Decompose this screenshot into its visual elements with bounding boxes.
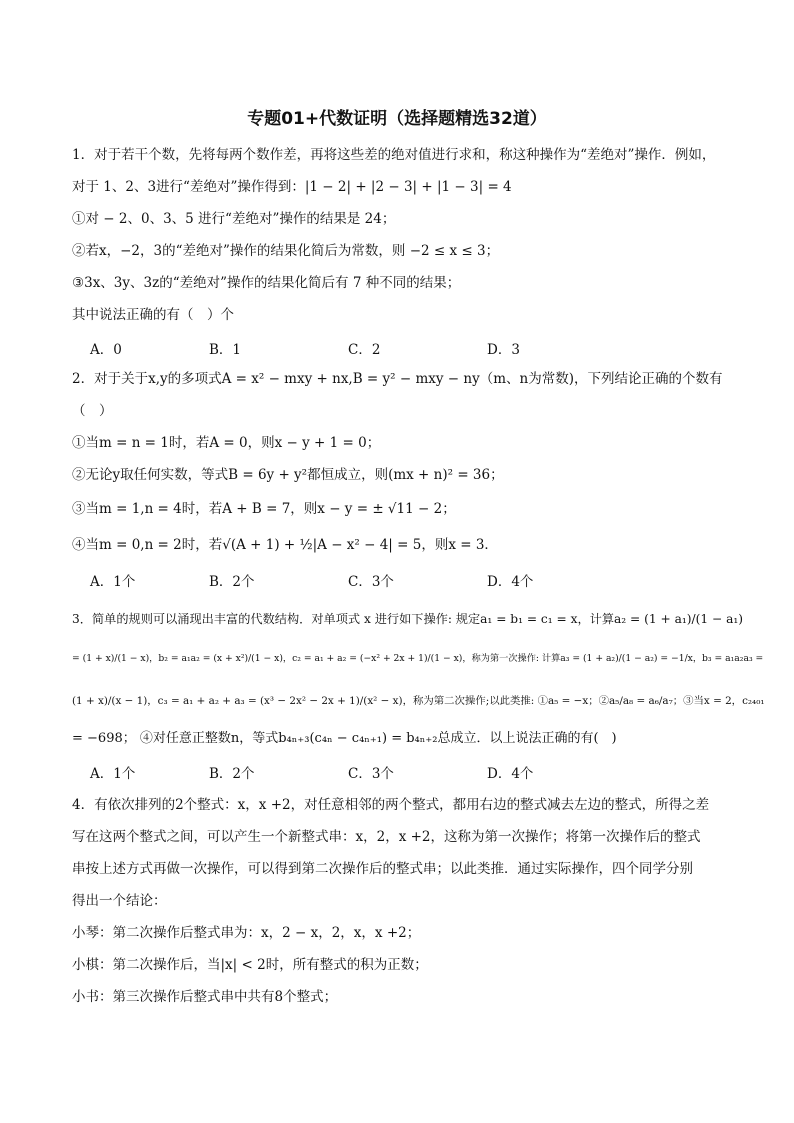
q1-line-3: ①对 − 2、0、3、5 进行“差绝对”操作的结果是 24； [72,211,396,227]
q2-line-2: （ ） [72,403,113,419]
q1-line-1: 1．对于若干个数，先将每两个数作差，再将这些差的绝对值进行求和，称这种操作为“差绝对”操作．例如， [72,147,716,163]
q3-option-a: A．1个 [90,766,136,782]
q2-option-d: D．4个 [487,574,534,590]
q2-line-1: 2．对于关于x,y的多项式A = x² − mxy + nx,B = y² − mxy − ny（m、n为常数)，下列结论正确的个数有 [72,371,723,387]
q4-line-5: 小琴：第二次操作后整式串为：x，2 − x，2，x，x +2； [72,925,421,941]
q1-line-2: 对于 1、2、3进行“差绝对”操作得到：|1 − 2| + |2 − 3| + |1 − 3| = 4 [72,179,512,195]
q4-line-4: 得出一个结论： [72,893,167,909]
q1-option-d: D．3 [487,342,520,358]
q2-option-c: C．3个 [348,574,394,590]
q1-option-c: C．2 [348,342,381,358]
q3-line-1: 3．简单的规则可以涌现出丰富的代数结构．对单项式 x 进行如下操作: 规定a₁ = b₁ = c₁ = x，计算a₂ = (1 + a₁)/(1 − a₁) [72,612,744,626]
q2-line-5: ③当m = 1,n = 4时，若A + B = 7，则x − y = ± √11 − 2； [72,501,456,517]
q3-option-d: D．4个 [487,766,534,782]
q1-line-5: ③3x、3y、3z的“差绝对”操作的结果化简后有 7 种不同的结果； [72,275,461,291]
q4-line-3: 串按上述方式再做一次操作，可以得到第二次操作后的整式串；以此类推．通过实际操作，四个同学分别 [72,861,693,877]
q3-line-3: (1 + x)/(x − 1)，c₃ = a₁ + a₂ + a₃ = (x³ − 2x² − 2x + 1)/(x² − x)，称为第二次操作;以此类推: ①a₅ = −x；②a₅/a₈ = a₆/a₇；③当x = 2，c₂₄₀₁ [72,695,765,707]
q3-line-2: = (1 + x)/(1 − x)，b₂ = a₁a₂ = (x + x²)/(1 − x)，c₂ = a₁ + a₂ = (−x² + 2x + 1)/(1 − x)，称为第一次操作: 计算a₃ = (1 + a₂)/(1 − a₂) = −1/x，b₃ = a₁a₂a₃ = [72,653,764,664]
q1-line-4: ②若x，−2，3的“差绝对”操作的结果化简后为常数，则 −2 ≤ x ≤ 3； [72,243,500,259]
q4-line-2: 写在这两个整式之间，可以产生一个新整式串：x，2，x +2，这称为第一次操作；将第一次操作后的整式 [72,829,701,845]
q1-option-a: A．0 [90,342,122,358]
q3-option-b: B．2个 [209,766,255,782]
q1-option-b: B．1 [209,342,242,358]
q4-line-6: 小棋：第二次操作后，当|x| < 2时，所有整式的积为正数； [72,957,428,973]
q1-line-6: 其中说法正确的有（ ）个 [72,307,234,323]
q2-option-a: A．1个 [90,574,136,590]
q2-option-b: B．2个 [209,574,255,590]
q2-line-3: ①当m = n = 1时，若A = 0，则x − y + 1 = 0； [72,435,381,451]
q3-line-4: = −698； ④对任意正整数n，等式b₄ₙ₊₃(c₄ₙ − c₄ₙ₊₁) = b₄ₙ₊₂总成立．以上说法正确的有( ) [72,731,617,746]
q3-option-c: C．3个 [348,766,394,782]
q4-line-1: 4．有依次排列的2个整式：x，x +2，对任意相邻的两个整式，都用右边的整式减去左边的整式，所得之差 [72,797,710,813]
q4-line-7: 小书：第三次操作后整式串中共有8个整式； [72,989,338,1005]
page-title: 专题01+代数证明（选择题精选32道） [247,109,547,129]
q2-line-4: ②无论y取任何实数，等式B = 6y + y²都恒成立，则(mx + n)² = 36； [72,467,504,483]
q2-line-6: ④当m = 0,n = 2时，若√(A + 1) + ½|A − x² − 4| = 5，则x = 3． [72,537,498,553]
